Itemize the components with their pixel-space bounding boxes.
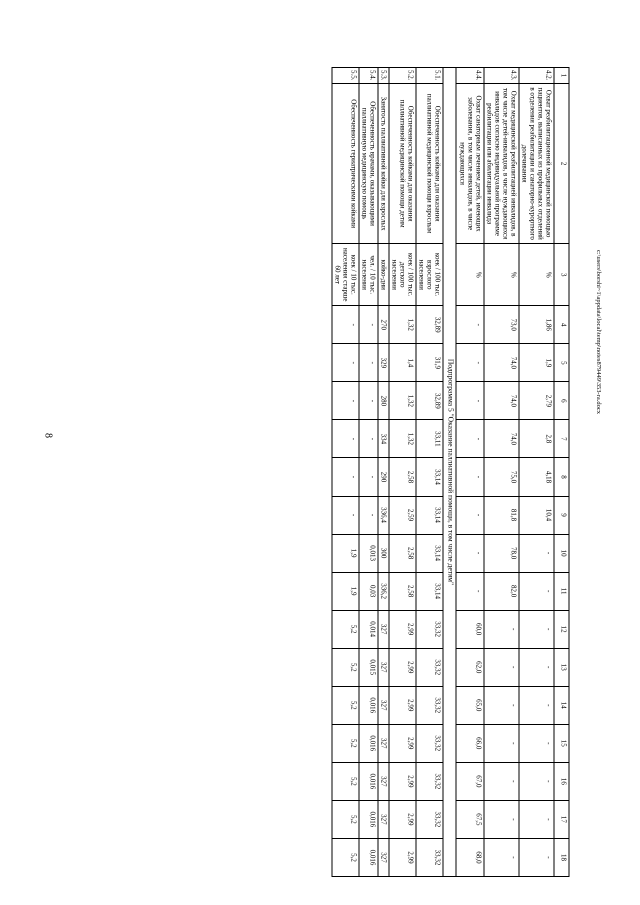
indicator-name-cell: Охват санаторным лечением детей, имеющих заболевания, в том числе инвалидов, в числе нуждающихся (456, 84, 483, 244)
column-number-cell: 5 (554, 344, 569, 382)
row-number-cell: 4.4. (456, 68, 483, 84)
value-cell: 33,14 (416, 458, 443, 496)
value-cell: 327 (378, 800, 389, 838)
value-cell: - (519, 686, 554, 724)
table-row (378, 68, 389, 877)
value-cell: 2,99 (389, 610, 416, 648)
value-cell: 2,58 (389, 534, 416, 572)
value-cell: 78,0 (484, 534, 519, 572)
unit-cell: % (456, 244, 483, 306)
value-cell: - (484, 800, 519, 838)
value-cell: - (456, 382, 483, 420)
indicator-name-cell: Обеспеченность гериатрическими койками (332, 84, 359, 244)
value-cell: 0,016 (359, 686, 378, 724)
value-cell: - (359, 458, 378, 496)
value-cell: - (519, 800, 554, 838)
value-cell: - (359, 420, 378, 458)
value-cell: - (332, 344, 359, 382)
value-cell: 327 (378, 724, 389, 762)
value-cell: 33,14 (416, 534, 443, 572)
value-cell: 0,03 (359, 572, 378, 610)
row-number-cell: 4.2. (519, 68, 554, 84)
value-cell: 10,4 (519, 496, 554, 534)
value-cell: 1,4 (389, 344, 416, 382)
value-cell: 32,89 (416, 306, 443, 344)
value-cell: - (456, 306, 483, 344)
value-cell: - (456, 344, 483, 382)
value-cell: 327 (378, 838, 389, 876)
value-cell: 327 (378, 648, 389, 686)
value-cell: - (359, 496, 378, 534)
column-number-cell: 7 (554, 420, 569, 458)
indicator-name-cell: Обеспеченность койками для оказания паллиативной медицинской помощи детям (389, 84, 416, 244)
value-cell: - (484, 648, 519, 686)
value-cell: - (332, 382, 359, 420)
value-cell: 74,0 (484, 344, 519, 382)
unit-cell: коек / 100 тыс. детского населения (389, 244, 416, 306)
column-number-cell: 8 (554, 458, 569, 496)
column-number-cell: 2 (554, 84, 569, 244)
value-cell: 2,99 (389, 686, 416, 724)
value-cell: 73,0 (484, 306, 519, 344)
table-row (484, 68, 519, 877)
unit-cell: % (519, 244, 554, 306)
value-cell: 2,79 (519, 382, 554, 420)
column-number-cell: 10 (554, 534, 569, 572)
value-cell: - (484, 610, 519, 648)
value-cell: - (359, 344, 378, 382)
row-number-cell: 5.1. (416, 68, 443, 84)
indicator-name-cell: Обеспеченность койками для оказания паллиативной медицинской помощи взрослым (416, 84, 443, 244)
rotated-table-wrapper (75, 67, 570, 877)
value-cell: 334 (378, 420, 389, 458)
column-number-cell: 18 (554, 838, 569, 876)
column-number-cell: 12 (554, 610, 569, 648)
value-cell: 62,0 (456, 648, 483, 686)
value-cell: - (519, 572, 554, 610)
value-cell: 1,32 (389, 420, 416, 458)
footer-file-path: c:\users\borshi~1\appdata\local\temp\notes879449\353-ra.docx (595, 250, 602, 414)
value-cell: 66,0 (456, 724, 483, 762)
value-cell: 2,58 (389, 458, 416, 496)
column-number-cell: 14 (554, 686, 569, 724)
value-cell: 336,4 (378, 496, 389, 534)
unit-cell: коек / 10 тыс. населения старше 60 лет (332, 244, 359, 306)
value-cell: 33,14 (416, 572, 443, 610)
value-cell: 4,18 (519, 458, 554, 496)
page-number: 8 (42, 433, 54, 438)
value-cell: - (484, 724, 519, 762)
row-number-cell: 5.2. (389, 68, 416, 84)
row-number-cell: 4.3. (484, 68, 519, 84)
value-cell: 5,2 (332, 800, 359, 838)
unit-cell: чел. / 10 тыс. населения (359, 244, 378, 306)
value-cell: 74,0 (484, 382, 519, 420)
value-cell: - (456, 420, 483, 458)
column-number-cell: 13 (554, 648, 569, 686)
value-cell: - (519, 724, 554, 762)
value-cell: - (519, 838, 554, 876)
value-cell: 60,0 (456, 610, 483, 648)
value-cell: - (456, 534, 483, 572)
value-cell: 327 (378, 610, 389, 648)
value-cell: - (519, 762, 554, 800)
unit-cell: койко-дни (378, 244, 389, 306)
table-row (519, 68, 554, 877)
value-cell: 0,014 (359, 610, 378, 648)
value-cell: 0,016 (359, 762, 378, 800)
value-cell: - (484, 686, 519, 724)
table-row (389, 68, 416, 877)
value-cell: - (359, 382, 378, 420)
column-number-row (554, 68, 569, 877)
value-cell: 33,32 (416, 724, 443, 762)
value-cell: 270 (378, 306, 389, 344)
value-cell: 0,015 (359, 648, 378, 686)
value-cell: 329 (378, 344, 389, 382)
value-cell: 2,99 (389, 800, 416, 838)
value-cell: 65,0 (456, 686, 483, 724)
value-cell: 33,32 (416, 648, 443, 686)
value-cell: - (484, 762, 519, 800)
value-cell: 0,016 (359, 724, 378, 762)
value-cell: 2,99 (389, 838, 416, 876)
value-cell: 5,2 (332, 648, 359, 686)
value-cell: 2,99 (389, 648, 416, 686)
column-number-cell: 15 (554, 724, 569, 762)
indicator-name-cell: Охват медицинской реабилитацией инвалидов, в том числе детей-инвалидов, в числе нуждающихся инвалидов согласно индивидуальной программе реабилитации или абилитации инвалида (484, 84, 519, 244)
subprogram-title: Подпрограмма 5 "Оказание паллиативной помощи, в том числе детям" (443, 68, 456, 877)
value-cell: 33,11 (416, 420, 443, 458)
value-cell: 1,32 (389, 306, 416, 344)
value-cell: 33,32 (416, 610, 443, 648)
column-number-cell: 6 (554, 382, 569, 420)
value-cell: 82,0 (484, 572, 519, 610)
row-number-cell: 5.5. (332, 68, 359, 84)
indicator-name-cell: Занятость паллиативной койки для взрослых (378, 84, 389, 244)
value-cell: 5,2 (332, 610, 359, 648)
value-cell: - (332, 458, 359, 496)
column-number-cell: 17 (554, 800, 569, 838)
value-cell: 67,5 (456, 800, 483, 838)
value-cell: 81,8 (484, 496, 519, 534)
value-cell: - (332, 306, 359, 344)
value-cell: 33,32 (416, 686, 443, 724)
value-cell: 336,2 (378, 572, 389, 610)
value-cell: 75,0 (484, 458, 519, 496)
value-cell: 67,0 (456, 762, 483, 800)
value-cell: 32,89 (416, 382, 443, 420)
value-cell: - (484, 838, 519, 876)
value-cell: 68,0 (456, 838, 483, 876)
value-cell: - (456, 572, 483, 610)
row-number-cell: 5.3. (378, 68, 389, 84)
row-number-cell: 5.4. (359, 68, 378, 84)
value-cell: 5,2 (332, 686, 359, 724)
value-cell: 1,32 (389, 382, 416, 420)
value-cell: 2,99 (389, 724, 416, 762)
unit-cell: % (484, 244, 519, 306)
value-cell: 5,2 (332, 838, 359, 876)
value-cell: - (456, 458, 483, 496)
value-cell: 31,9 (416, 344, 443, 382)
value-cell: - (456, 496, 483, 534)
value-cell: 327 (378, 686, 389, 724)
value-cell: 5,2 (332, 724, 359, 762)
value-cell: 280 (378, 382, 389, 420)
table-row (332, 68, 359, 877)
value-cell: 33,32 (416, 838, 443, 876)
value-cell: 1,9 (519, 344, 554, 382)
value-cell: 300 (378, 534, 389, 572)
value-cell: 74,0 (484, 420, 519, 458)
indicator-name-cell: Охват реабилитационной медицинской помощью пациентов, выписанных из профильных отделений в отделения реабилитации и санаторно-курортного долечивания (519, 84, 554, 244)
value-cell: - (519, 534, 554, 572)
value-cell: - (519, 610, 554, 648)
table-row (456, 68, 483, 877)
indicators-table (331, 67, 569, 877)
indicator-name-cell: Обеспеченность врачами, оказывающими паллиативную медицинскую помощь (359, 84, 378, 244)
value-cell: 1,9 (332, 534, 359, 572)
unit-cell: коек / 100 тыс. взрослого населения (416, 244, 443, 306)
value-cell: 290 (378, 458, 389, 496)
table-row (359, 68, 378, 877)
table-row (416, 68, 443, 877)
subprogram-row (443, 68, 456, 877)
value-cell: 0,016 (359, 838, 378, 876)
column-number-cell: 16 (554, 762, 569, 800)
value-cell: 33,32 (416, 800, 443, 838)
value-cell: 1,9 (332, 572, 359, 610)
column-number-cell: 9 (554, 496, 569, 534)
column-number-cell: 11 (554, 572, 569, 610)
value-cell: - (519, 648, 554, 686)
value-cell: 2,59 (389, 496, 416, 534)
value-cell: 1,86 (519, 306, 554, 344)
value-cell: - (359, 306, 378, 344)
column-number-cell: 3 (554, 244, 569, 306)
column-number-cell: 1 (554, 68, 569, 84)
value-cell: 0,013 (359, 534, 378, 572)
value-cell: - (332, 420, 359, 458)
value-cell: 33,32 (416, 762, 443, 800)
value-cell: 5,2 (332, 762, 359, 800)
value-cell: 327 (378, 762, 389, 800)
value-cell: 33,14 (416, 496, 443, 534)
value-cell: 2,8 (519, 420, 554, 458)
value-cell: 2,58 (389, 572, 416, 610)
value-cell: 0,016 (359, 800, 378, 838)
value-cell: - (332, 496, 359, 534)
column-number-cell: 4 (554, 306, 569, 344)
value-cell: 2,99 (389, 762, 416, 800)
